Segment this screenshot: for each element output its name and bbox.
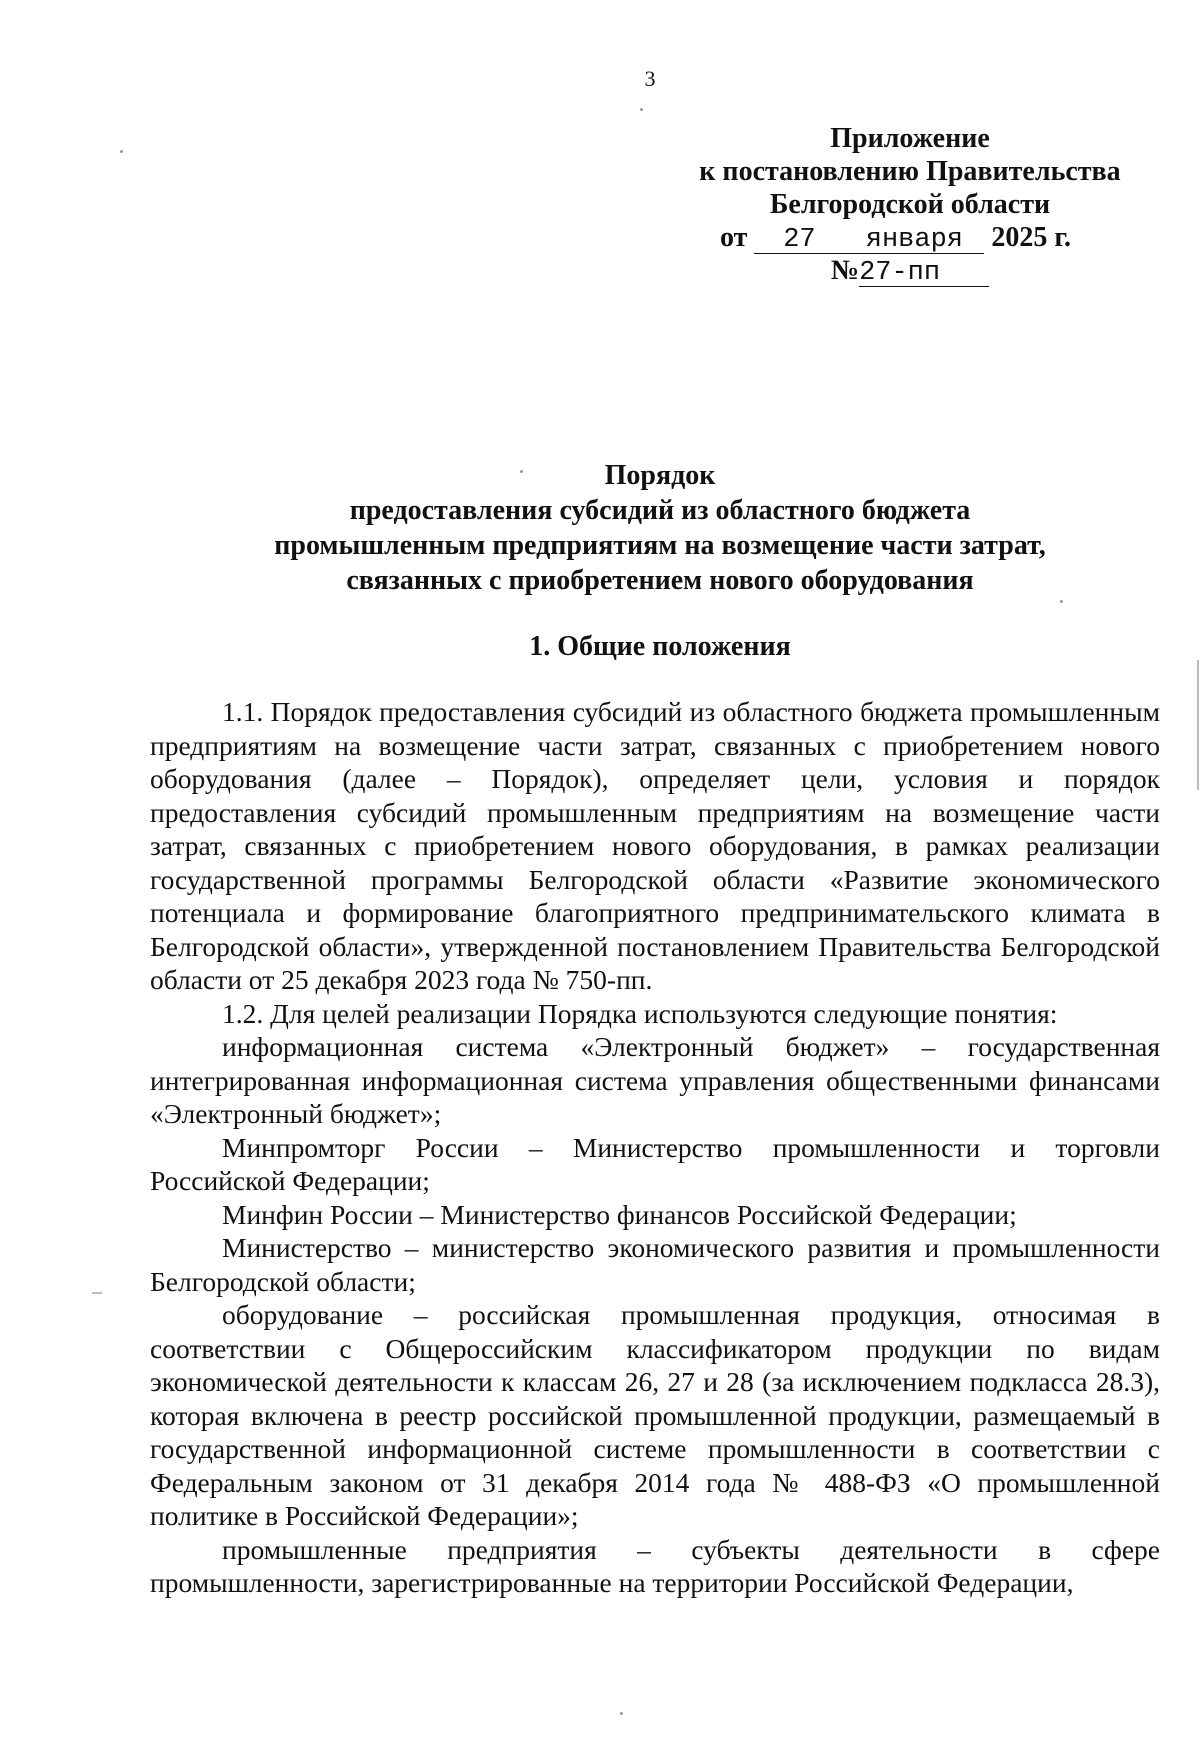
date-month: января	[844, 227, 984, 254]
definition-minpromtorg: Минпромторг России – Министерство промышленности и торговли Российской Федерации;	[150, 1131, 1160, 1196]
attachment-title: Приложение	[830, 123, 990, 154]
section-body	[150, 695, 1160, 1600]
document-number: 27-пп	[859, 260, 989, 287]
paragraph-1-2: 1.2. Для целей реализации Порядка используются следующие понятия:	[222, 997, 1058, 1029]
section-heading: 1. Общие положения	[529, 631, 791, 662]
scan-speck	[120, 150, 123, 153]
scan-edge-mark	[92, 1292, 102, 1294]
number-prefix: №	[830, 255, 860, 286]
document-title	[160, 458, 1160, 598]
definition-minfin: Минфин России – Министерство финансов Российской Федерации;	[222, 1198, 1017, 1230]
scan-speck	[520, 470, 523, 473]
definition-ministry: Министерство – министерство экономического развития и промышленности Белгородской области;	[150, 1232, 1160, 1297]
scan-speck	[620, 1712, 623, 1715]
title-line-2: предоставления субсидий из областного бюджета	[349, 495, 971, 526]
date-year: 2025 г.	[991, 222, 1071, 253]
scan-speck	[640, 108, 643, 111]
scan-edge-mark	[1197, 660, 1199, 790]
date-day: 27	[754, 227, 844, 254]
page-number: 3	[644, 66, 656, 91]
title-line-3: промышленным предприятиям на возмещение части затрат,	[274, 530, 1046, 561]
date-prefix: от	[720, 222, 748, 253]
attachment-block	[680, 122, 1140, 287]
paragraph-1-1: 1.1. Порядок предоставления субсидий из областного бюджета промышленным предприятиям на возмещение части затрат, связанных с приобретением нового оборудования (далее – Порядок), определяет цели, условия и порядок предоставления субсидий промышленным предприятиям на возмещение части затрат, связанных с приобретением нового оборудования, в рамках реализации государственной программы Белгородской области «Развитие экономического потенциала и формирование благоприятного предпринимательского климата в Белгородской области», утвержденной постановлением Правительства Белгородской области от 25 декабря 2023 года № 750-пп.	[150, 696, 1160, 995]
definition-equipment: оборудование – российская промышленная продукция, относимая в соответствии с Общероссийским классификатором продукции по видам экономической деятельности к классам 26, 27 и 28 (за исключением подкласса 28.3), которая включена в реестр российской промышленной продукции, размещаемый в государственной информационной системе промышленности в соответствии с Федеральным законом от 31 декабря 2014 года № 488-ФЗ «О промышленной политике в Российской Федерации»;	[150, 1299, 1160, 1531]
attachment-date	[680, 221, 1140, 254]
definition-electronic-budget: информационная система «Электронный бюджет» – государственная интегрированная информационная система управления общественными финансами «Электронный бюджет»;	[150, 1031, 1160, 1129]
title-line-1: Порядок	[604, 460, 716, 491]
attachment-number	[680, 254, 1140, 287]
attachment-reference: к постановлению Правительства	[699, 156, 1121, 187]
definition-industrial-enterprises: промышленные предприятия – субъекты деятельности в сфере промышленности, зарегистрированные на территории Российской Федерации,	[150, 1533, 1160, 1598]
scan-speck	[1060, 600, 1063, 603]
title-line-4: связанных с приобретением нового оборудования	[346, 565, 974, 596]
attachment-region: Белгородской области	[769, 189, 1051, 220]
